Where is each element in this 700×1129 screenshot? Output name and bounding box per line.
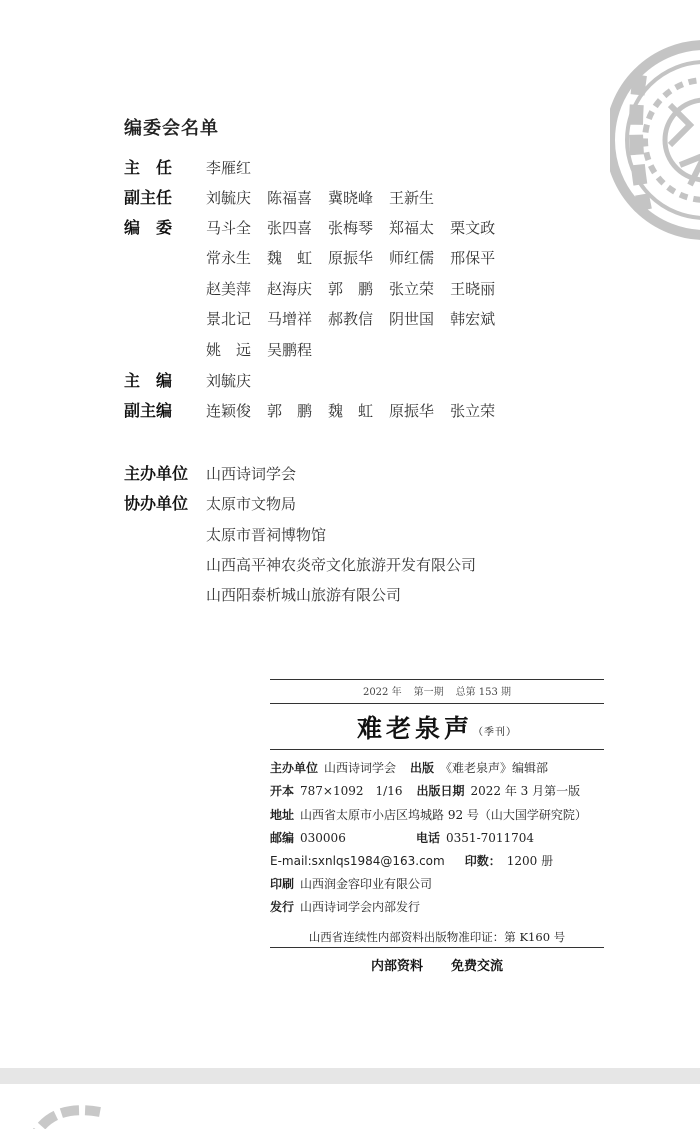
co-host-name: 山西高平神农炎帝文化旅游开发有限公司 [206,556,477,574]
member-name: 景北记 [206,310,252,328]
distribution-note: 内部资料 免费交流 [370,959,504,974]
member-name: 冀晓峰 [328,189,374,207]
member-name: 张立荣 [389,280,435,298]
member-name: 张四喜 [267,219,313,237]
divider [270,679,604,680]
divider [270,703,604,704]
member-name: 韩宏斌 [450,310,496,328]
info-format: 开本 787×1092 1/16 出版日期 2022 年 3 月第一版 [270,784,581,798]
member-name: 栗文政 [450,219,496,237]
member-name: 王新生 [389,189,435,207]
member-name: 魏 虹 [328,402,374,420]
info-contact: 邮编 030006 电话 0351-7011704 [270,831,535,845]
member-name: 郭 鹏 [267,402,313,420]
seal-stamp-icon [25,1092,105,1129]
info-email: E-mail:sxnlqs1984@163.com 印数： 1200 册 [270,854,554,868]
member-name: 郑福太 [389,219,435,237]
member-name: 王晓丽 [450,280,496,298]
member-name: 姚 远 [206,341,252,359]
role-label: 副主任 [124,188,173,207]
member-name: 阴世国 [389,310,435,328]
member-name: 陈福喜 [267,189,313,207]
member-name: 吴鹏程 [267,341,313,359]
role-label: 编 委 [124,218,173,237]
member-name: 赵海庆 [267,280,313,298]
role-label: 副主编 [124,401,173,420]
page-title: 编委会名单 [124,118,219,139]
seal-stamp-icon [610,15,700,265]
co-host-name: 太原市晋祠博物馆 [206,526,327,544]
host-name: 山西诗词学会 [206,465,297,483]
member-name: 师红儒 [389,249,435,267]
next-page [0,1084,700,1129]
role-label: 主 编 [124,371,173,390]
member-name: 连颖俊 [206,402,252,420]
co-host-name: 山西阳泰析城山旅游有限公司 [206,586,402,604]
host-label: 主办单位 [124,464,189,483]
issue-year: 2022 年 [362,687,402,698]
role-label: 主 任 [124,158,173,177]
member-name: 李雁红 [206,159,252,177]
member-name: 原振华 [328,249,374,267]
issue-number: 第一期 [413,687,444,698]
member-name: 郭 鹏 [328,280,374,298]
info-address: 地址 山西省太原市小店区坞城路 92 号（山大国学研究院） [270,808,587,822]
co-host-name: 太原市文物局 [206,495,297,513]
member-name: 刘毓庆 [206,372,252,390]
issue-line [270,683,604,698]
info-printer: 印刷 山西润金容印业有限公司 [270,877,433,891]
info-distribution: 发行 山西诗词学会内部发行 [270,900,421,914]
member-name: 郝教信 [328,310,374,328]
co-host-label: 协办单位 [124,494,189,513]
member-name: 张立荣 [450,402,496,420]
member-name: 魏 虹 [267,249,313,267]
divider [270,947,604,948]
info-host: 主办单位 山西诗词学会 出版 《难老泉声》编辑部 [270,761,549,775]
member-name: 邢保平 [450,249,496,267]
member-name: 常永生 [206,249,252,267]
member-name: 马增祥 [267,310,313,328]
issue-total: 总第 153 期 [455,687,512,698]
approval-number: 山西省连续性内部资料出版物准印证：第 K160 号 [308,930,566,944]
member-name: 原振华 [389,402,435,420]
magazine-subtitle: （季刊） [473,727,517,738]
member-name: 马斗全 [206,219,252,237]
member-name: 张梅琴 [328,219,374,237]
member-name: 刘毓庆 [206,189,252,207]
divider [270,749,604,750]
member-name: 赵美萍 [206,280,252,298]
magazine-title: 难老泉声（季刊） [356,714,517,743]
